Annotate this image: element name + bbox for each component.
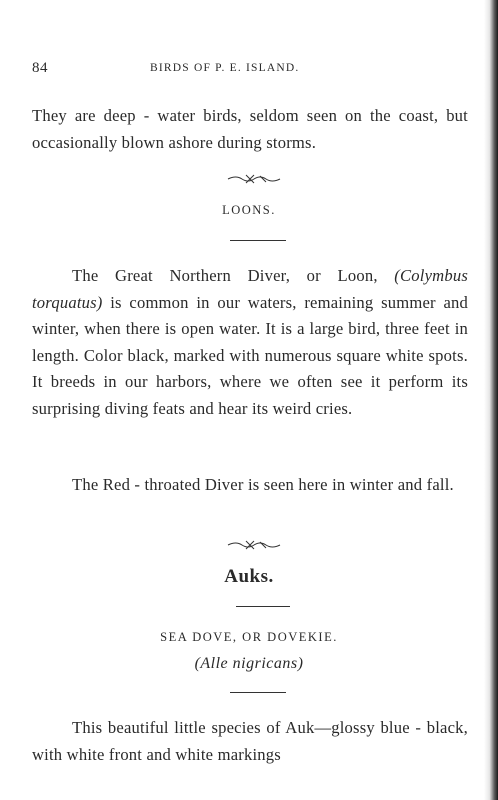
flourish-ornament-1 bbox=[226, 172, 282, 186]
intro-paragraph: They are deep - water birds, seldom seen on the coast, but occasionally blown ashore during storms. bbox=[32, 106, 468, 152]
loons-paragraph-1-text-a: The Great Northern Diver, or Loon, bbox=[72, 266, 395, 285]
section-heading-loons: LOONS. bbox=[222, 203, 276, 217]
running-title: BIRDS OF P. E. ISLAND. bbox=[150, 62, 300, 74]
species-latin-name: (Alle nigricans) bbox=[194, 655, 304, 672]
heading-rule-auks bbox=[236, 606, 290, 607]
page-header bbox=[32, 60, 472, 80]
dovekie-paragraph: This beautiful little species of Auk—glossy blue - black, with white front and white markings bbox=[32, 718, 468, 764]
page-number: 84 bbox=[32, 60, 48, 76]
species-heading-dovekie: SEA DOVE, OR DOVEKIE. bbox=[160, 630, 338, 644]
loons-paragraph-2: The Red - throated Diver is seen here in winter and fall. bbox=[72, 475, 454, 494]
heading-rule-loons bbox=[230, 240, 286, 241]
loons-paragraph-1 bbox=[32, 263, 468, 422]
loons-latin-name: (Colymbus torquatus) bbox=[32, 266, 468, 312]
flourish-ornament-2 bbox=[226, 538, 282, 552]
binding-edge-shadow bbox=[484, 0, 498, 800]
heading-rule-dovekie bbox=[230, 692, 286, 693]
section-heading-auks: Auks. bbox=[224, 566, 274, 587]
loons-paragraph-1-text-b: is common in our waters, remaining summer and winter, when there is open water. It is a large bird, three feet in length. Color black, marked with numerous square white spots. It breeds in our harbors, where we often see it perform its surprising diving feats and hear its weird cries. bbox=[32, 292, 468, 418]
